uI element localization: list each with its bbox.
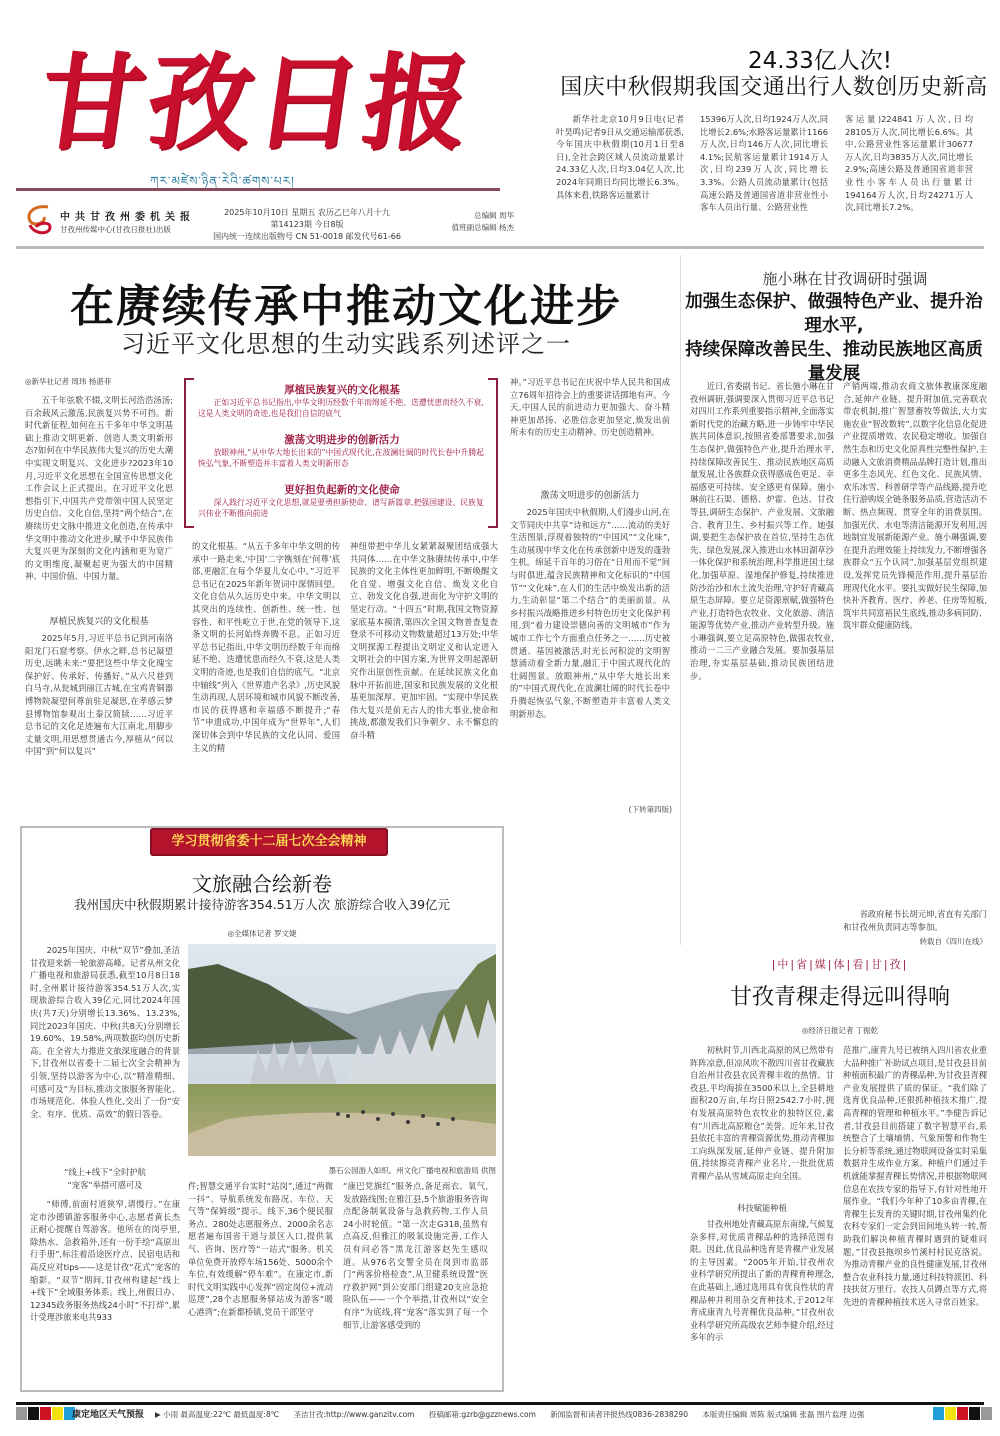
media-section-label: |中|省|媒|体|看|甘|孜| (771, 958, 909, 971)
callout-bracket-left (184, 378, 194, 528)
color-swatch (933, 1407, 944, 1420)
top-right-headline-line2[interactable]: 国庆中秋假期我国交通出行人数创历史新高 (560, 75, 988, 100)
right-story-closing: 省政府秘书长胡元坤,省直有关部门和甘孜州负责同志等参加。 (843, 909, 987, 932)
website-link[interactable]: 圣洁甘孜:http://www.ganzitv.com (293, 1410, 415, 1419)
callout-section-3: 更好担负起新的文化使命 深入践行习近平文化思想,就是要勇担新使命、谱写新篇章,把强国建设、民族复兴伟业不断推向前进 (198, 484, 484, 518)
special-subheadline: 我州国庆中秋假期累计接待游客354.51万人次 旅游综合收入39亿元 (73, 897, 451, 912)
special-column-1: 2025年国庆、中秋“双节”叠加,圣洁甘孜迎来新一轮旅游高峰。记者从州文化广播电视和旅游局获悉,截至10月8日18时,全州累计接待游客354.51万人次,实现旅游综合收入39亿元,同比2024年国庆(共7天)分别增长13.36%、13.23%,同比2023年国庆、中秋(共8天)分别增长19.60%、19.58%,两项数据均创历史新高。在全省大力推进文旅深度融合的背景下,甘孜州以省委十二届七次全会精神为引领,坚持以游客为中心,以“精准精细、可感可及”为目标,推动文旅服务智能化、市场规范化、体验人性化,交出了一份“安全、有序、优质、高效”的假日答卷。 (30, 945, 180, 1119)
lead-column-3: 神纽带把中华儿女紧紧凝聚团结成强大共同体……在中华文脉赓续传承中,中华民族的文化主体性更加鲜明,不断唤醒文化自觉、增强文化自信、焕发文化自立、勃发文化自强,进而化为守护文明的坚定行动。“十四五”时期,我国文物资源家底基本摸清,第四次全国文物普查复查登录不可移动文物数量超过13万处;中华文明探源工程提出文明定义和认定进入文明社会的中国方案,为世界文明起源研究作出原创性贡献。在延续民族文化血脉中开拓前进,国家和民族发展的文化根基更加深厚、更加牢固。“实现中华民族伟大复兴是前无古人的伟大事业,使命和挑战,都激发我们只争朝夕、永不懈怠的奋斗精 (350, 541, 498, 740)
lead-subheadline: 习近平文化思想的生动实践系列述评之一 (121, 330, 571, 358)
top-right-column-3: 客运量)224841万人次,日均28105万人次,同比增长6.6%。其中,公路营业性客运量累计30677万人次,日均3835万人次,同比增长2.9%;高速公路及普通国省道非营业性小客车人员出行量累计194164万人次,日均24271万人次,同比增长7.2%。 (845, 114, 973, 213)
header-divider (16, 246, 984, 249)
right-story-source: 转载自《四川在线》 (919, 937, 987, 946)
right-bottom-column-2: 范推广,康青九号已被纳入四川省农业重大品种推广补助试点项目,是甘孜县目前种植面积最广的青稞品种,为甘孜县青稞产业发展提供了质的保证。“我们除了选育优良品种,还狠抓种植技术推广,提高青稞的管理和种植水平。”李健告诉记者,甘孜县目前搭建了数字智慧平台,系统整合了土壤墒情、气象预警和作物生长分析等系统,通过物联网设备实时采集数据并生成作业方案。种植户们通过手机就能掌握青稞长势情况,并根据物联网信息在农技专家的指导下,有针对性地开展作业。“我们今年种了10多亩青稞,在青稞生长发育的关键时期,甘孜州集约化农科专家们一定会到田间地头转一转,帮助我们解决种植青稞时遇到的疑难问题。”甘孜县拖坝乡竹溪村村民克洛说。为推动青稞产业的良性健康发展,甘孜州整合农业科技力量,通过科技特派团、科技扶贫万里行、农技人员蹲点等方式,将先进的青稞种植技术送入寻常百姓家。 (843, 1045, 987, 1307)
callout-bracket-right (488, 378, 498, 528)
issue-serial: 国内统一连续出版物号 CN 51-0018 邮发代号61-66 (213, 232, 401, 241)
publisher-logo-icon (24, 203, 54, 239)
lead-callout-box (184, 374, 498, 532)
special-column-1b: “师傅,前面村道狭窄,请慢行。”在康定市沙德镇游客服务中心,志愿者黄长杰正耐心提醒自驾游客。他所在的岗亭里,除热水、急救箱外,还有一份手绘“高原出行手册”,标注着沿途医疗点、民宿电话和高反应对tips——这是甘孜“花式”宠客的缩影。“双节”期间,甘孜州构建起“线上+线下”全域服务体系。线上,州假日办、12345政务服务热线24小时“不打烊”,累计受理涉旅来电共933 (30, 1199, 180, 1323)
special-headline[interactable]: 文旅融合绘新卷 (192, 872, 332, 896)
right-bottom-subhead: 科技赋能种植 (737, 1203, 787, 1213)
color-swatch (16, 1407, 27, 1420)
lead-column-4b: 2025年国庆中秋假期,人们漫步山河,在文节同庆中共享“诗和远方”……流动的美好生活图景,浮现着独特的“中国风”“文化味”,生动展现中华文化在传承创新中迸发的蓬勃生机。绵延千百年的习俗在“日用而不觉”间与时俱进,蕴含民族精神和文化标识的“中国节”“文化味”,在人们的生活中焕发出新的活力,生动彰显“第二个结合”的美丽前景。从乡村振兴战略推进乡村特色历史文化保护利用,到“着力建设崇德向善的文明城市”作为城市工作七个方面重点任务之一……历史被贯通、基因被激活,时光长河积淀的文明智慧涌动着全新力量,融汇于中国式现代化的壮阔图景。放眼神州,“从中华大地长出来的”中国式现代化,在波澜壮阔的时代长卷中升腾起恢弘气象,不断塑造并丰富着人类文明新形态。 (510, 507, 670, 719)
weather-forecast-label: 康定地区天气预报 (72, 1410, 145, 1420)
special-column-2: 件;智慧交通平台实时“站岗”,通过“两微一抖”、导航系统发布路况、车位、天气等“保姆级”提示。线下,36个便民服务点、280处志愿服务点、2000余名志愿者遍布国省干道与景区入口,提供氧气、咨询、医疗等“一站式”服务。机关单位免费开放停车场156处、5000余个车位,有效缓解“停车难”。在康定市,新时代文明实践中心发挥“固定岗位+流动巡逻”,28个志愿服务驿站成为游客“暖心港湾”;在新都桥镇,党员干部坚守 (188, 1181, 333, 1317)
issue-number: 第14123期 今日8版 (270, 220, 344, 229)
lead-section-head-2: 激荡文明进步的创新活力 (540, 491, 640, 501)
footer-divider (16, 1402, 984, 1405)
lead-column-2: 的文化根基。“从五千多年中华文明的传承中一路走来,‘中国’二字镌刻在‘何尊’底部,更融汇在每个华夏儿女心中。”习近平总书记在2025年新年贺词中深情回望。文化自信从久远历史中来。中华文明以其突出的连续性、创新性、统一性、包容性、和平性屹立于世,在党的领导下,这条文明的长河始终奔腾不息。正如习近平总书记指出,中华文明历经数千年而绵延不绝、迭遭忧患而经久不衰,这是人类文明的奇迹,也是我们自信的底气。“北京中轴线”列入《世界遗产名录》,历史风貌生动再现,人居环境和城市风貌不断改善,市民的获得感和幸福感不断提升;“春节”申遗成功,中国年成为“世界年”,人们深切体会到中华民族的文化认同、爱国主义的精 (192, 541, 340, 753)
issue-info (192, 207, 422, 243)
right-story-column-2: 产销两端,推动农商文旅体教康深度融合,延伸产业链、提升附加值,完善联农带农机制,推广智慧畜牧等做法,大力实施农业“智改数转”,以数字化信息化促进产业提质增效、农民稳定增收。加强自然生态和历史文化原真性完整性保护,主动融入文旅消费精品品牌打造计划,推出更多生态风光、红色文化、民族风情、欢乐冰雪、科普研学等产品线路,提升吃住行游购娱全链条服务品质,营造活动不断、热点频现、贯穿全年的消费氛围。加强光伏、水电等清洁能源开发利用,因地制宜发展新能源产业。施小琳强调,要在提升治理效能上持续发力,不断增强各族群众“五个认同”,加强基层党组织建设,发挥党员先锋模范作用,提升基层治理现代化水平。要扎实做好民生保障,加快补齐教育、医疗、养老、住房等短板,筑牢共同富裕民生底线,推动多病同防、筑牢群众健康防线。 (843, 381, 987, 631)
page-credits: 本版责任编辑 周陈 版式编辑 张磊 图片监理 边强 (702, 1410, 865, 1419)
photo-path (188, 1113, 496, 1156)
lead-continue-note[interactable]: (下转第四版) (628, 805, 672, 814)
deputy-editor: 值班副总编辑 杨杰 (451, 223, 514, 232)
right-bottom-column-1: 初秋时节,川西北高原的风已然带有阵阵凉意,但凉风吹不散四川省甘孜藏族自治州甘孜县农民青稞丰收的热情。甘孜县,平均海拔在3500米以上,全县耕地面积20万亩,年均日照2542.7小时,拥有发展高原特色农牧业的独特区位,素有“川西北高原粮仓”美誉。近年来,甘孜县依托丰富的青稞资源优势,推动青稞加工向纵深发展,延伸产业链、提升附加值,持续擦亮青稞产业名片,一批批优质青稞产品从雪域高原走向全国。 (690, 1045, 834, 1181)
color-swatch (981, 1407, 992, 1420)
weather-forecast: ▶ 小雨 最高温度:22℃ 最低温度:8℃ (155, 1410, 280, 1419)
color-swatch (28, 1407, 39, 1420)
reader-hotline: 新闻监督和读者评报热线0836-2838290 (550, 1410, 688, 1419)
party-organ-label: 中共甘孜州委机关报 (60, 212, 195, 223)
photo-caption: 墨石公园游人如织。州文化广播电视和旅游局 供图 (328, 1166, 496, 1175)
lead-column-1b: 2025年5月,习近平总书记到河南洛阳龙门石窟考察。伊水之畔,总书记凝望历史,远眺未来:“要把这些中华文化瑰宝保护好、传承好、传播好。”从六尺巷到白马寺,从瓮城到丽江古城,在宝鸡青铜器博物院凝望何尊前驻足凝思,在孝感云梦县博物馆参观出土秦汉简牍……习近平总书记的文化足迹遍布大江南北,用脚步丈量文明,用思想贯通古今,厚植从“何以中国”到“何以复兴” (25, 633, 173, 757)
submission-email[interactable]: 投稿邮箱:gzrb@gzznews.com (428, 1410, 536, 1419)
special-byline: ◎全媒体记者 罗文婕 (227, 929, 297, 938)
callout-section-2: 激荡文明进步的创新活力 放眼神州,“从中华大地长出来的”中国式现代化,在波澜壮阔的时代长卷中升腾起恢弘气象,不断塑造并丰富着人类文明新形态 (198, 434, 484, 468)
lead-section-head-1: 厚植民族复兴的文化根基 (49, 617, 149, 627)
editor-in-chief: 总编辑 周华 (474, 211, 514, 220)
right-bottom-headline[interactable]: 甘孜青稞走得远叫得响 (729, 985, 950, 1010)
special-subhead-1: “线上+线下”全时护航 “宠客”举措可感可及 (64, 1167, 146, 1190)
top-right-column-1: 新华社北京10月9日电(记者 叶昊鸣)记者9日从交通运输部获悉,今年国庆中秋假期(10月1日至8日),全社会跨区域人员流动量累计24.33亿人次,日均3.04亿人次,比2024年同期日均同比增长6.3%。具体来看,铁路客运量累计 (556, 114, 684, 200)
special-section-banner[interactable]: 学习贯彻省委十二届七次全会精神 (150, 828, 388, 856)
lead-byline: ◎新华社记者 周玮 杨湛菲 (25, 377, 112, 386)
right-bottom-column-1b: 甘孜州地处青藏高原东南缘,气候复杂多样,对优质青稞品种的选择范围有限。因此,优良品种选育是青稞产业发展的主导因素。“2005年开始,甘孜州农业科学研究所提出了新的青稞育种理念,在此基础上,通过选用具有优良性状的青稞品种并利用杂交育种技术,于2012年育成康青九号青稞优良品种。”甘孜州农业科学研究所高级农艺师李健介绍,经过多年的示 (690, 1219, 834, 1343)
special-column-3: “康巴党旗红”服务点,备足雨衣、氧气,发放路线图;在雅江县,5个旅游服务咨询点配备制氧设备与急救药物,工作人员24小时轮值。“第一次走G318,虽然有点高反,但雅江的吸氧设施完善,工作人员有问必答”黑龙江游客赵先生感叹道。从976名交警全员在岗到市监部门“两客价格检查”,从卫健系统设置“医疗救护网”到公安部门组建20支应急抢险队伍——一个个举措,甘孜州以“安全有序”为底线,将“宠客”落实到了每一个细节,让游客感受到的 (343, 1181, 488, 1330)
right-bottom-byline: ◎经济日报记者 丁振乾 (801, 1026, 879, 1035)
callout-section-1: 厚植民族复兴的文化根基 正如习近平总书记指出,中华文明历经数千年而绵延不绝、迭遭忧患而经久不衰,这是人类文明的奇迹,也是我们自信的底气 (198, 384, 484, 418)
color-swatch (969, 1407, 980, 1420)
right-story-headline[interactable]: 加强生态保护、做强特色产业、提升治理水平, 持续保障改善民生、推动民族地区高质量发展 (685, 292, 983, 384)
shimo-park-photo (188, 944, 496, 1156)
column-divider (680, 255, 681, 945)
lead-column-4: 神。”习近平总书记在庆祝中华人民共和国成立76周年招待会上的重要讲话掷地有声。今天,中国人民的前进动力更加强大、奋斗精神更加昂扬、必胜信念更加坚定,焕发出前所未有的历史主动精神、历史创造精神。 (510, 377, 670, 438)
right-story-column-1: 近日,省委副书记、省长施小琳在甘孜州调研,强调要深入贯彻习近平总书记对四川工作系列重要指示精神,全面落实新时代党的治藏方略,进一步铸牢中华民族共同体意识,按照省委部署要求,加强生态保护,做强特色产业,提升治理水平,持续保障改善民生、推动民族地区高质量发展,让各族群众获得感成色更足、幸福感更可持续、安全感更有保障。施小琳前往石渠、德格、炉霍、色达、甘孜等县,调研生态保护、产业发展、文旅融合、教育卫生、乡村振兴等工作。她强调,要把生态保护放在首位,坚持生态优先、绿色发展,深入推进山水林田湖草沙一体化保护和系统治理,科学推进国土绿化,加强草原、湿地保护修复,持续推进防沙治沙和水土流失治理,守护好青藏高原生态屏障。要立足资源禀赋,做强特色产业,打造特色农牧业、文化旅游、清洁能源等优势产业,推动产业转型升级。施小琳强调,要立足高原特色,做强农牧业,推动一二三产业融合发展。要加强基层治理,夯实基层基础,推动民族团结进步。 (690, 381, 834, 681)
right-story-kicker: 施小琳在甘孜调研时强调 (762, 270, 928, 288)
publisher-label: 甘孜州传媒中心(甘孜日报社)出版 (60, 225, 171, 234)
color-swatch (957, 1407, 968, 1420)
editors-block (430, 210, 514, 234)
lead-column-1: 五千年弦歌不辍,文明长河浩浩汤汤;百余载风云激荡,民族复兴势不可挡。新时代新征程,如何在五千多年中华文明基础上推动文明更新、创造人类文明新形态?如何在中华民族伟大复兴的历史大潮中实现文明复兴、文化进步?2023年10月,习近平文化思想在全国宣传思想文化工作会议上正式提出。在习近平文化思想指引下,中国共产党带领中国人民坚定历史自信、文化自信,坚持“两个结合”,在赓续历史文脉中推进文化创造,在传承中华文明中推动文化进步,赋予中华民族伟大复兴更为深刻的文化内涵和更为宽广的文明维度,凝聚起更为强大的中国精神、中国价值、中国力量。 (25, 395, 173, 582)
top-right-column-2: 15396万人次,日均1924万人次,同比增长2.6%;水路客运量累计1166万人次,日均146万人次,同比增长4.1%;民航客运量累计1914万人次,日均239万人次,同比增长3.3%。公路人员流动量累计(包括高速公路及普通国省道非营业性小客车人员出行量、公路营业性 (700, 114, 828, 213)
color-swatch (40, 1407, 51, 1420)
masthead-logo-title: 甘孜日报 (31, 41, 481, 164)
top-right-headline-line1[interactable]: 24.33亿人次! (747, 48, 893, 74)
color-swatch (52, 1407, 63, 1420)
masthead-tibetan-script: ཀར་མཛེས་ཉིན་རེའི་ཚགས་པར། (150, 174, 295, 188)
lead-headline[interactable]: 在赓续传承中推动文化进步 (70, 281, 622, 332)
issue-date: 2025年10月10日 星期五 农历乙巳年八月十九 (224, 208, 390, 217)
footer-info-bar (155, 1409, 915, 1420)
color-swatch (945, 1407, 956, 1420)
masthead-divider (16, 188, 500, 191)
